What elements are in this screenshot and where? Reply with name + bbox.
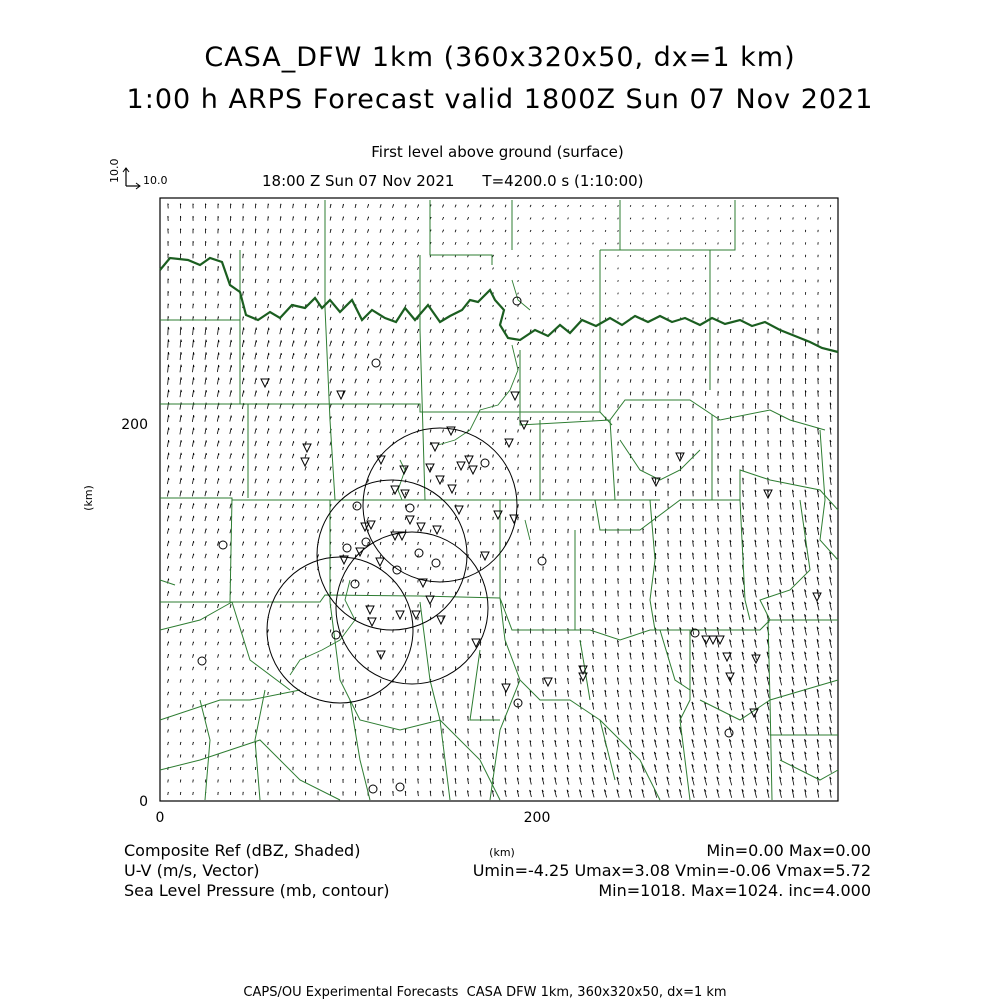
vector-scale-x-label: 10.0 <box>143 174 168 187</box>
title-line-1: CASA_DFW 1km (360x320x50, dx=1 km) <box>204 42 796 73</box>
y-axis-unit: (km) <box>82 485 95 511</box>
x-axis-unit: (km) <box>489 846 515 859</box>
vector-scale-y-label: 10.0 <box>108 158 121 183</box>
legend-field3-stats: Min=1018. Max=1024. inc=4.000 <box>598 881 871 900</box>
vector-scale-icon <box>123 168 140 189</box>
title-line-2: 1:00 h ARPS Forecast valid 1800Z Sun 07 Nov 2021 <box>126 84 874 115</box>
legend-field2-name: U-V (m/s, Vector) <box>124 861 260 880</box>
model-time: T=4200.0 s (1:10:00) <box>482 172 644 190</box>
y-tick-200: 200 <box>121 417 148 433</box>
legend-field3-name: Sea Level Pressure (mb, contour) <box>124 881 390 900</box>
valid-time: 18:00 Z Sun 07 Nov 2021 <box>262 172 455 190</box>
legend-field2-stats: Umin=-4.25 Umax=3.08 Vmin=-0.06 Vmax=5.72 <box>472 861 871 880</box>
x-tick-0: 0 <box>155 810 165 826</box>
plot-area <box>160 198 838 801</box>
y-tick-0: 0 <box>139 794 148 810</box>
x-tick-200: 200 <box>523 810 551 826</box>
legend-field1-stats: Min=0.00 Max=0.00 <box>706 841 871 860</box>
level-subtitle: First level above ground (surface) <box>371 143 624 161</box>
credit-line: CAPS/OU Experimental Forecasts CASA DFW 1km, 360x320x50, dx=1 km <box>243 985 727 1000</box>
legend-field1-name: Composite Ref (dBZ, Shaded) <box>124 841 361 860</box>
